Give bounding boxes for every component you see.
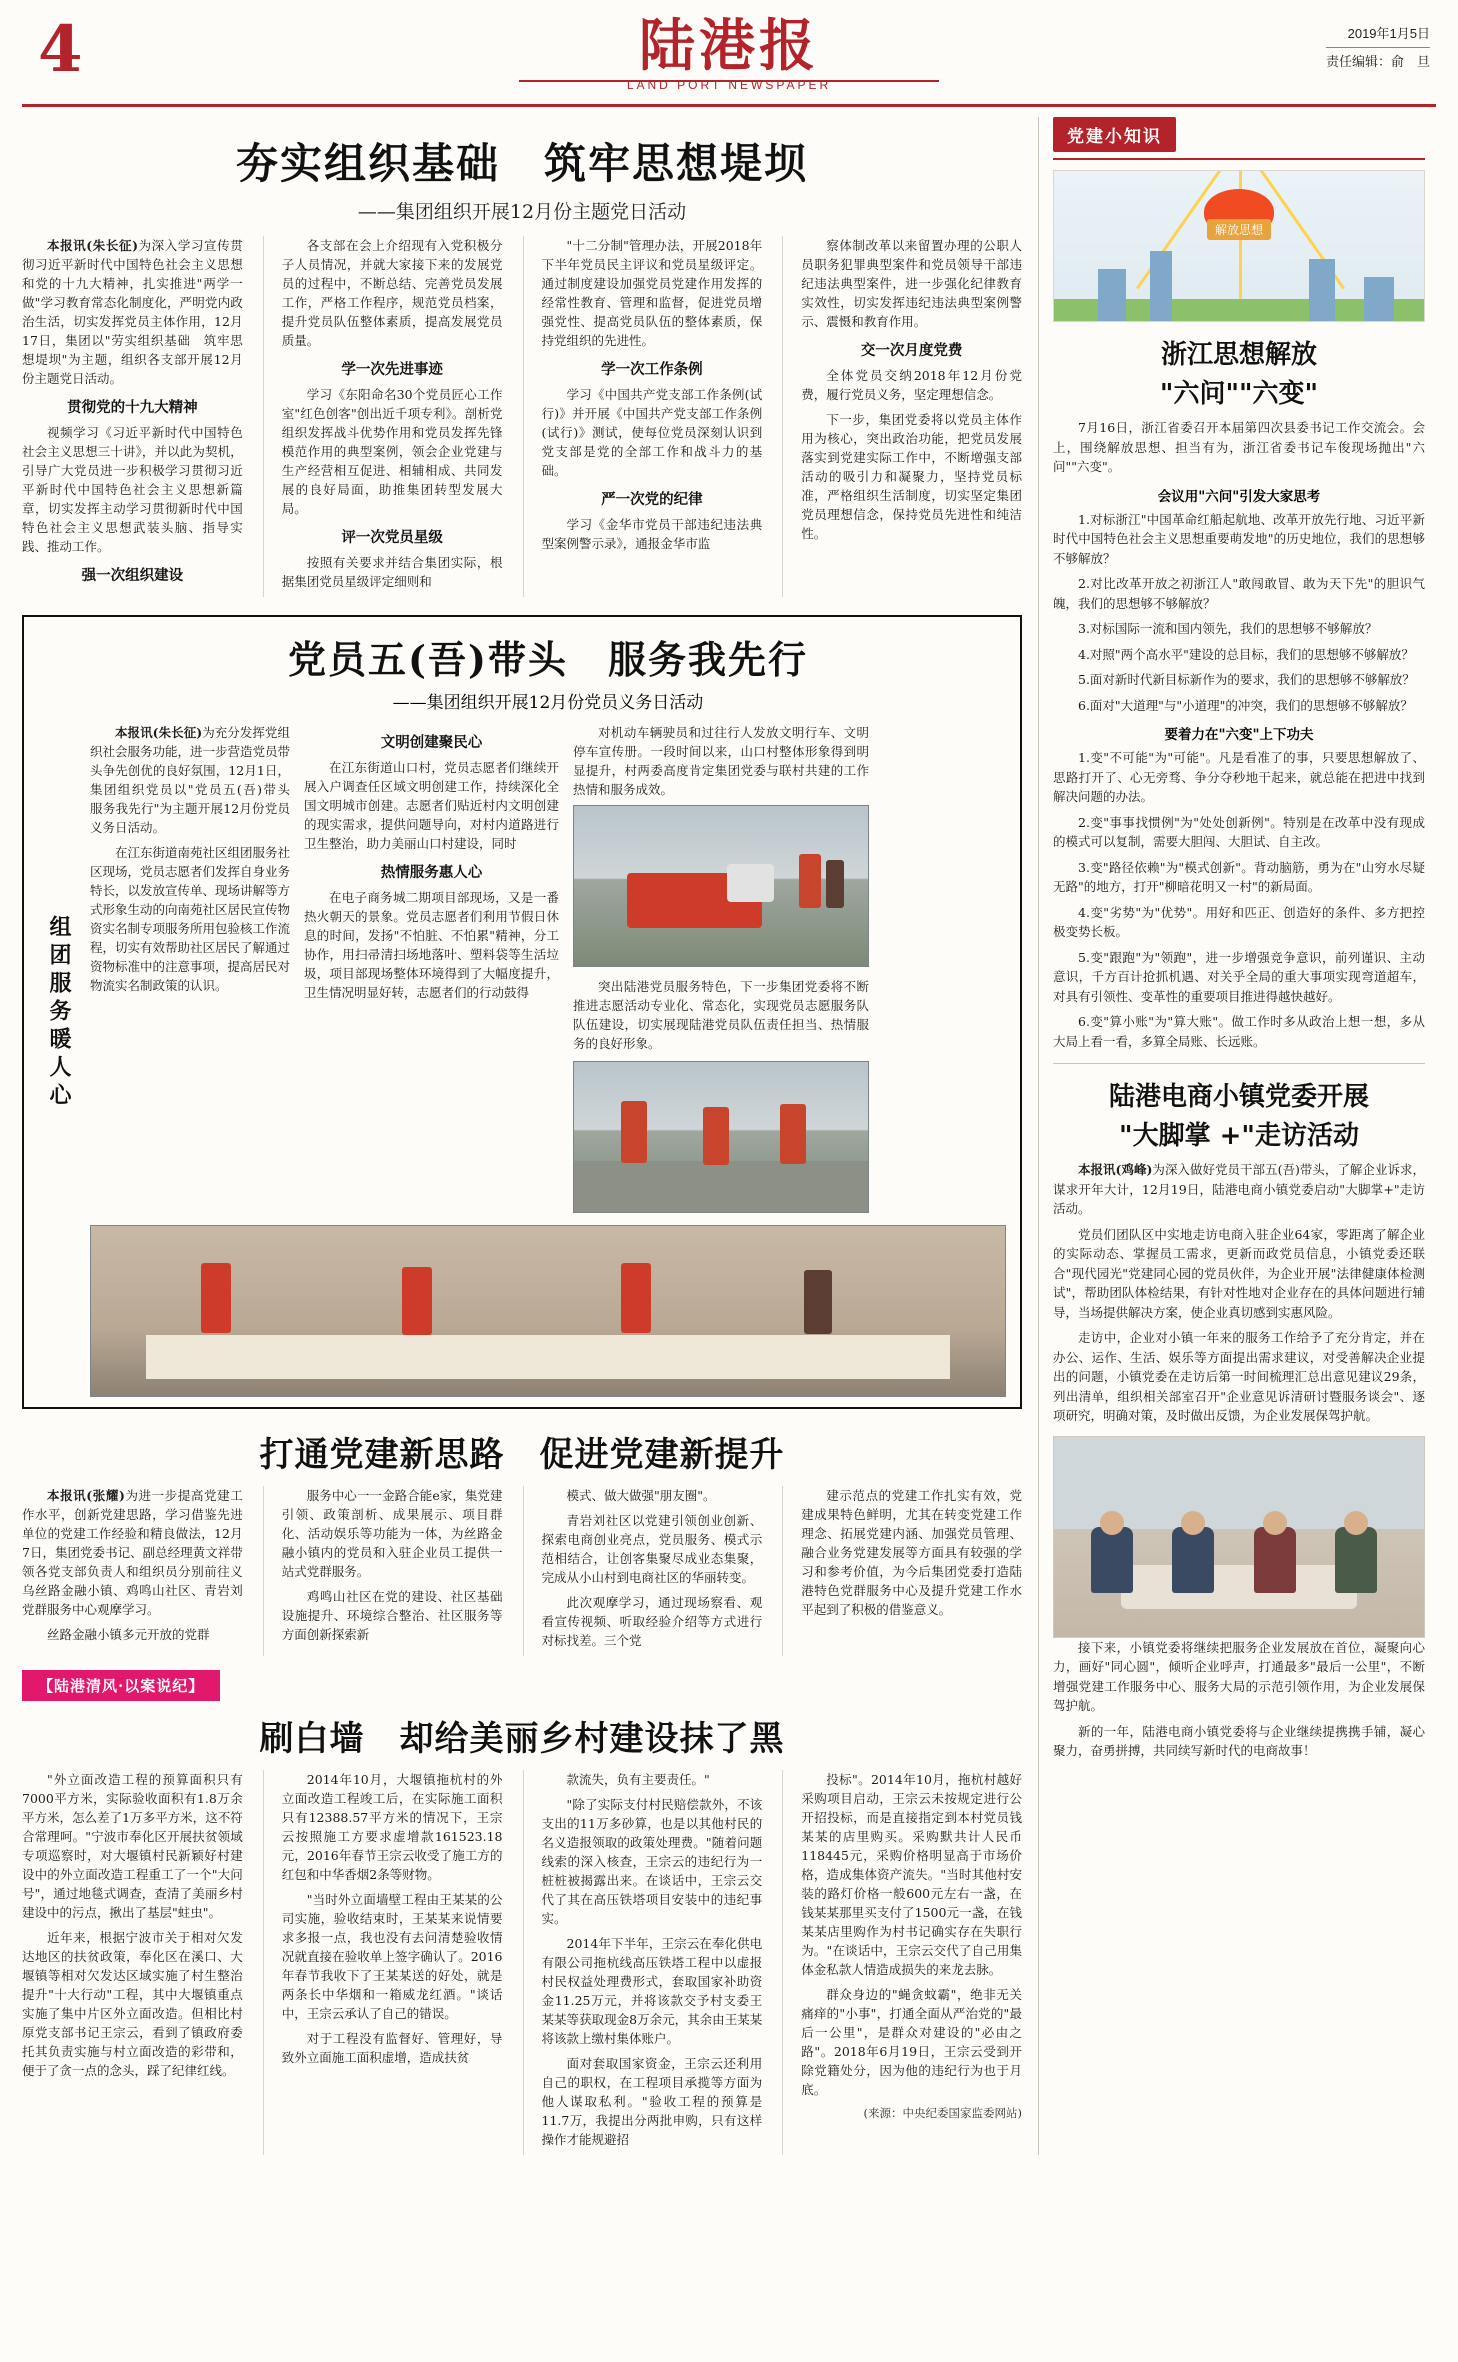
- sidebar-article2-title-line2: "大脚掌 +"走访活动: [1119, 1121, 1359, 1151]
- photo-village-truck: [573, 805, 869, 967]
- volunteer-figure-1: [621, 1101, 647, 1163]
- column-banner: 【陆港清风·以案说纪】: [22, 1670, 220, 1701]
- visit-person-3: [1254, 1527, 1296, 1593]
- article2-col2-p2: 在电子商务城二期项目部现场，又是一番热火朝天的景象。党员志愿者们利用节假日休息的时间，发扬"不怕脏、不怕累"精神，分工协作，用扫帚清扫场地落叶、塑料袋等生活垃圾，项目部现场整体环境得到了大幅度提升，卫生情况明显好转，志愿者们的行动鼓得: [304, 890, 559, 1000]
- article4-headline: 刷白墙 却给美丽乡村建设抹了黑: [259, 1719, 785, 1759]
- article2-col3-p2: 突出陆港党员服务特色，下一步集团党委将不断推进志愿活动专业化、常态化，实现党员志愿服务队队伍建设，切实展现陆港党员队伍责任担当、热情服务的良好形象。: [573, 979, 869, 1051]
- article3-col4-p1: 建示范点的党建工作扎实有效，党建成果特色鲜明，尤其在转变党建工作理念、拓展党建内涵、加强党员管理、融合业务党建发展等方面具有较强的学习和参考价值，为今后集团党委打造陆港特色党群服务中心及提升党建工作水平起到了积极的借鉴意义。: [801, 1488, 1022, 1617]
- article3-col1-p2: 丝路金融小镇多元开放的党群: [47, 1627, 210, 1642]
- newspaper-name-cn: 陆港报: [639, 13, 819, 79]
- article2-subhead: ——集团组织开展12月份党员义务日活动: [392, 693, 704, 713]
- article2-dateline: 本报讯(朱长征): [115, 725, 203, 740]
- article2-col3-p1: 对机动车辆驶员和过往行人发放文明行车、文明停车宣传册。一段时间以来，山口村整体形象得到明显提升，村两委高度肯定集团党委与联村共建的工作热情和服务成效。: [573, 725, 869, 797]
- article3-col3-p2: 青岩刘社区以党建引领创业创新、探索电商创业亮点，党员服务、模式示范相结合，让创客集聚尽成业态集聚，完成从小山村到电商社区的华丽转变。: [541, 1513, 763, 1585]
- person-head-2: [1181, 1511, 1205, 1535]
- truck-cab-shape: [727, 864, 774, 902]
- sidebar-divider: [1053, 1063, 1425, 1064]
- sidebar-article2-p2: 党员们团队区中实地走访电商入驻企业64家，零距离了解企业的实际动态、掌握员工需求，更新而政党员信息，小镇党委还联合"现代园光"党建同心园的党员伙伴，为企业开展"法律健康体检测试"，帮助团队体检结果，有针对性地对企业存在的具体问题进行辅导，当场提供解决方案，使企业真切感到实惠风险。: [1053, 1226, 1425, 1320]
- article3-col1-p1: 本报讯(张耀)为进一步提高党建工作水平，创新党建思路，学习借鉴先进单位的党建工作经验和精良做法，12月7日，集团党委书记、副总经理黄文祥带领各党支部负责人和组织员分别前往义乌丝路金融小镇、鸡鸣山社区、青岩刘党群服务中心观摩学习。: [22, 1488, 243, 1617]
- sidebar-article1-title-line1: 浙江思想解放: [1160, 340, 1317, 370]
- visit-person-1: [1091, 1527, 1133, 1593]
- responsible-editor: 责任编辑：俞 旦: [1325, 54, 1430, 69]
- article1-col4-p3: 下一步，集团党委将以党员主体作用为核心，突出政治功能，把党员发展落实到党建实际工作中，不断增强支部活动的吸引力和凝聚力，坚持党员标准，严格组织生活制度，切实坚定集团党员理想信念，保持党员先进性和纯洁性。: [801, 412, 1022, 541]
- issue-date: 2019年1月5日: [1326, 24, 1430, 48]
- article1-col2-p3: 按照有关要求并结合集团实际，根据集团党员星级评定细则和: [281, 555, 503, 589]
- article1-col2-p1: 各支部在会上介绍现有入党积极分子人员情况，并就大家接下来的发展党员的过程中，不断总结、完善党员发展工作，严格工作程序，规范党员档案，提升党员队伍整体素质，提高发展党员质量。: [281, 238, 503, 348]
- sidebar-article2-title-line1: 陆港电商小镇党委开展: [1108, 1082, 1369, 1112]
- resident-figure: [804, 1270, 832, 1334]
- article1-col3-p1: "十二分制"管理办法，开展2018年下半年党员民主评议和党员星级评定。通过制度建设加强党员党建作用发挥的经常性教育、管理和监督，促进党员增强党性、提高党员队伍的整体素质，保持党组织的先进性。: [541, 238, 763, 348]
- building-3: [1309, 259, 1335, 321]
- article1-col2-p2: 学习《东阳命名30个党员匠心工作室"红色创客"创出近千项专利》。剖析党组织发挥战斗优势作用和党员发挥先锋模范作用的典型案例，领会企业党建与生产经营相互促进、相辅相成、共同发展的良好局面，助推集团转型发展大局。: [281, 387, 503, 516]
- sidebar-article1-p13: 6.变"算小账"为"算大账"。做工作时多从政治上想一想，多从大局上看一看，多算全局账、长远账。: [1053, 1014, 1425, 1049]
- article2-col1-p1: 本报讯(朱长征)为充分发挥党组织社会服务功能，进一步营造党员带头争先创优的良好氛围，12月1日，集团组织党员以"党员五(吾)带头 服务我先行"为主题开展12月份党员义务日活动。: [90, 725, 303, 835]
- illustration-ribbon-label: 解放思想: [1207, 219, 1271, 240]
- article4-col2-p3: 对于工程没有监督好、管理好，导致外立面施工面积虚增，造成扶贫: [281, 2031, 503, 2065]
- article2-headline: 党员五(吾)带头 服务我先行: [288, 637, 808, 682]
- person-head-4: [1344, 1511, 1368, 1535]
- photo-community-service-desk: [90, 1225, 1006, 1397]
- staff-figure-3: [621, 1263, 651, 1333]
- article2-col1-p2: 在江东街道南苑社区组团服务社区现场，党员志愿者们发挥自身业务特长，以发放宣传单、现场讲解等方式形象生动的向南苑社区居民宣传物资实名制专项服务所用包验核工作流程，切实有效帮助社区居民了解通过资物标准中的注意事项，提高居民对物流实名制政策的认识。: [90, 845, 291, 993]
- sidebar-article1-p10: 3.变"路径依赖"为"模式创新"。背动脑筋，勇为在"山穷水尽疑无路"的地方，打开"柳暗花明又一村"的新局面。: [1053, 859, 1425, 894]
- article4-col2-p2: "当时外立面墙壁工程由王某某的公司实施，验收结束时，王某某来说情要求多报一点，我也没有去问清楚验收情况就直接在验收单上签字确认了。2016年春节我收下了王某某送的好处，就是两条长中华烟和一箱威龙红酒。"谈话中，王宗云承认了自己的错误。: [281, 1892, 503, 2021]
- article1-col4-p2: 全体党员交纳2018年12月份党费，履行党员义务，坚定理想信念。: [801, 368, 1022, 402]
- sidebar-article2-p3: 走访中，企业对小镇一年来的服务工作给予了充分肯定，并在办公、运作、生活、娱乐等方面提出需求建议，对受善解决企业提出的问题，小镇党委在走访后第一时间梳理汇总出意见建议29条，列出清单，组织相关部室召开"企业意见诉清研讨暨服务谈会"、逐项研究，明确对策，及时做出反馈，为企业发展保驾护航。: [1053, 1330, 1425, 1423]
- article4-col4-p2: 群众身边的"蝇贪蚊霸"，绝非无关痛痒的"小事"，打通全面从严治党的"最后一公里"，是群众对建设的"必由之路"。2018年6月19日，王宗云受到开除党籍处分，因为他的违纪行为也于月底。: [801, 1987, 1022, 2097]
- article3-col3-p3: 此次观摩学习，通过现场察看、观看宣传视频、听取经验介绍等方式进行对标找差。三个党: [541, 1595, 763, 1648]
- sidebar-article1-sub-h2: 要着力在"六变"上下功夫: [1164, 727, 1314, 743]
- road-shape: [574, 1161, 868, 1212]
- masthead: [22, 14, 1436, 107]
- photo-volunteer-cleaning: [573, 1061, 869, 1213]
- article3-headline: 打通党建新思路 促进党建新提升: [259, 1435, 785, 1475]
- article4-col4-p1: 投标"。2014年10月，拖杭村越好采购项目启动，王宗云未按规定进行公开招投标，而是直接指定到本村党员钱某某的店里购买。采购默共计人民币118445元，采购价格明显高于市场价格，造成集体资产流失。"当时其他村安装的路灯价格一般600元左右一盏，在钱某某那里买支付了1500元一盏，在钱某某店里购作为村书记确实存在失职行为。"在谈话中，王宗云交代了自己用集体金私款人情造成损失的来龙去脉。: [801, 1772, 1022, 1977]
- article4-col3-p1: 款流失，负有主要责任。": [566, 1772, 710, 1787]
- article4-col3-p4: 面对套取国家资金，王宗云还利用自己的职权，在工程项目承揽等方面为他人谋取私利。"验收工程的预算是11.7万，我提出分两批申购，只有这样操作才能规避招: [541, 2056, 763, 2147]
- volunteer-figure-2: [703, 1107, 729, 1165]
- sidebar-article1-p8: 1.变"不可能"为"可能"。凡是看准了的事，只要思想解放了、思路打开了、心无旁骛、争分夺秒地干起来，就总能在把进中找到解决问题的办法。: [1053, 750, 1425, 804]
- article3-dateline: 本报讯(张耀): [47, 1488, 125, 1503]
- volunteer-figure-3: [780, 1104, 806, 1164]
- article1-col1-p1: 本报讯(朱长征)为深入学习宣传贯彻习近平新时代中国特色社会主义思想和党的十九大精神，扎实推进"两学一做"学习教育常态化制度化，严明党内政治生活，切实发挥党员主体作用，12月17日，集团以"劳实组织基础 筑牢思想堤坝"为主题，组织各支部开展12月份主题党日活动。: [22, 238, 243, 386]
- article1-headline: 夯实组织基础 筑牢思想堤坝: [235, 139, 808, 188]
- illustration-liberate-thinking: [1053, 170, 1425, 322]
- sidebar-article2-p5: 新的一年，陆港电商小镇党委将与企业继续提携携手铺，凝心聚力，奋勇拼搏，共同续写新时代的电商故事！: [1053, 1723, 1425, 1758]
- sidebar-section-tag: 党建小知识: [1053, 117, 1176, 152]
- photo-enterprise-visit: [1053, 1436, 1425, 1638]
- villager-figure: [826, 860, 844, 908]
- article-organization-foundation: [22, 131, 1022, 597]
- visit-person-4: [1335, 1527, 1377, 1593]
- article1-col4-p1: 察体制改革以来留置办理的公职人员职务犯罪典型案件和党员领导干部违纪违法典型案件，进一步强化纪律教育实效性，切实发挥违纪违法典型案例警示、震慑和教育作用。: [801, 238, 1022, 329]
- article3-col3-p1: 模式、做大做强"朋友圈"。: [566, 1488, 716, 1503]
- masthead-info: [1326, 24, 1430, 72]
- article2-sub-h1: 文明创建聚民心: [380, 734, 483, 751]
- sidebar-article2-p1: 本报讯(鸡峰)为深入做好党员干部五(吾)带头，了解企业诉求，谋求开年大计，12月19日，陆港电商小镇党委启动"大脚掌+"走访活动。: [1053, 1162, 1425, 1216]
- sidebar-article1-p7: 6.面对"大道理"与"小道理"的冲突，我们的思想够不够解放？: [1078, 697, 1413, 713]
- service-table: [146, 1335, 950, 1379]
- page-number: 4: [38, 12, 83, 87]
- article-party-building-ideas: [22, 1427, 1022, 1656]
- masthead-title: [519, 13, 939, 92]
- person-head-1: [1100, 1511, 1124, 1535]
- article2-sub-h2: 热情服务惠人心: [380, 864, 483, 881]
- sidebar-article-big-foot-visit: [1053, 1076, 1425, 1761]
- sidebar-article1-p1: 7月16日，浙江省委召开本届第四次县委书记工作交流会。会上，围绕解放思想、担当有为，浙江省委书记车俊现场抛出"六问""六变"。: [1053, 420, 1425, 474]
- visit-person-2: [1172, 1527, 1214, 1593]
- sidebar-tag-wrap: [1053, 117, 1425, 160]
- article1-sub-h1: 贯彻党的十九大精神: [67, 399, 198, 416]
- sidebar-article1-p5: 4.对照"两个高水平"建设的总目标，我们的思想够不够解放？: [1078, 646, 1414, 662]
- article4-col1-p2: 近年来，根据宁波市关于相对欠发达地区的扶贫政策，奉化区在溪口、大堰镇等相对欠发达区域实施了村生整治提升"十大行动"工程，其中大堰镇重点实施了集中片区外立面改造。但相比村原党支部书记王宗云，看到了镇政府委托其负责实施与村立面改造的彩带和，便于了贪一点的念头，踩了纪律红线。: [22, 1930, 243, 2078]
- article1-sub-h2: 强一次组织建设: [81, 567, 184, 584]
- building-1: [1098, 269, 1126, 321]
- article4-col2-p1: 2014年10月，大堰镇拖杭村的外立面改造工程竣工后，在实际施工面积只有12388.57平方米的情况下，王宗云按照施工方要求虚增款161523.18元，2016年春节王宗云收受了施工方的红包和中华香烟2条等财物。: [281, 1772, 503, 1882]
- sidebar-article1-p4: 3.对标国际一流和国内领先，我们的思想够不够解放？: [1078, 621, 1378, 636]
- newspaper-name-en: LAND PORT NEWSPAPER: [626, 78, 832, 92]
- article1-sub-h6: 严一次党的纪律: [601, 491, 703, 508]
- article3-col2-p2: 鸡鸣山社区在党的建设、社区基础设施提升、环境综合整治、社区服务等方面创新探索新: [281, 1589, 503, 1642]
- volunteer-figure: [799, 854, 821, 908]
- person-head-3: [1263, 1511, 1287, 1535]
- article3-col2-p1: 服务中心一一金路合能e家，集党建引领、政策剖析、成果展示、项目群化、活动娱乐等功能为一体，为丝路金融小镇内的党员和入驻企业员工提供一站式党群服务。: [281, 1488, 503, 1579]
- staff-figure-2: [402, 1267, 432, 1335]
- article4-source: (来源：中央纪委国家监委网站): [863, 2106, 1022, 2120]
- building-2: [1150, 251, 1172, 321]
- article-discipline-case: [22, 1656, 1022, 2155]
- article2-col2-p1: 在江东街道山口村，党员志愿者们继续开展入户调查任区域文明创建工作，持续深化全国文明城市创建。志愿者们贴近村内文明创建的现实需求，提供问题导向，对村内道路进行卫生整治，助力美丽山口村建设，同时: [304, 760, 559, 851]
- sidebar-article1-p6: 5.面对新时代新目标新作为的要求，我们的思想够不够解放？: [1078, 672, 1415, 687]
- article1-subhead: ——集团组织开展12月份主题党日活动: [357, 201, 687, 223]
- main-content: [22, 117, 1022, 2155]
- article4-col1-p1: "外立面改造工程的预算面积只有7000平方米，实际验收面积有1.8万余平方米，怎么差了1万多平方米，这不符合常理呵。"宁波市奉化区开展扶贫领域专项巡察时，对大堰镇村民新颖好村建设中的外立面改造工程重工了一个"大问号"，通过地毯式调查，查清了美丽乡村建设中的污点，揪出了基层"蛀虫"。: [22, 1772, 243, 1920]
- sidebar-article1-p9: 2.变"事事找惯例"为"处处创新例"。特别是在改革中没有现成的模式可以复制，需要大胆闯、大胆试、自主改。: [1053, 814, 1425, 849]
- article4-col3-p3: 2014年下半年，王宗云在奉化供电有限公司拖杭线高压铁塔工程中以虚报村民权益处理费形式，套取国家补助资金11.25万元，并将该款交予村支委王某某等获取现金8万余元，其余由王某某将该款上缴村集体账户。: [541, 1936, 763, 2046]
- sidebar-article-six-questions: [1053, 334, 1425, 1051]
- article1-col3-p2: 学习《中国共产党支部工作条例(试行)》并开展《中国共产党支部工作条例(试行)》测试，使每位党员深刻认识到党支部是党的全部工作和战斗力的基础。: [541, 387, 763, 478]
- sidebar-article1-p3: 2.对比改革开放之初浙江人"敢闯敢冒、敢为天下先"的胆识气魄，我们的思想够不够解放？: [1053, 576, 1425, 611]
- article1-col3-p3: 学习《金华市党员干部违纪违法典型案例警示录》，通报金华市监: [541, 517, 763, 551]
- building-4: [1364, 277, 1394, 321]
- article4-col3-p2: "除了实际支付村民赔偿款外，不该支出的11万多砂算，也是以其他村民的名义造报领取的政策处理费。"随着问题线索的深入核查，王宗云的违纪行为一桩桩被揭露出来。在谈话中，王宗云交代了其在高压铁塔项目安装中的违纪事实。: [541, 1797, 763, 1926]
- article1-sub-h3: 学一次先进事迹: [341, 361, 443, 378]
- article-party-member-service: [22, 615, 1022, 1409]
- sidebar-article1-title-line2: "六问""六变": [1159, 379, 1319, 409]
- article1-dateline: 本报讯(朱长征): [47, 238, 138, 253]
- article1-col1-p2: 视频学习《习近平新时代中国特色社会主义思想三十讲》，并以此为契机，引导广大党员进一步积极学习贯彻习近平新时代中国特色社会主义思想新篇章，切实发挥主动学习贯彻新时代中国特色社会主义思想武装头脑、指导实践、推动工作。: [22, 425, 243, 554]
- sidebar: [1038, 117, 1425, 2155]
- sidebar-article1-p2: 1.对标浙江"中国革命红船起航地、改革开放先行地、习近平新时代中国特色社会主义思想重要萌发地"的历史地位，我们的思想够不够解放？: [1053, 511, 1425, 566]
- sidebar-article2-dateline: 本报讯(鸡峰): [1078, 1162, 1153, 1177]
- photo-table: [1121, 1565, 1358, 1609]
- sidebar-article1-p11: 4.变"劣势"为"优势"。用好和匹正、创造好的条件、多方把控极变势长板。: [1053, 904, 1425, 939]
- sidebar-article2-p4: 接下来，小镇党委将继续把服务企业发展放在首位，凝聚向心力，画好"同心圆"，倾听企业呼声，打通最多"最后一公里"，不断增强党建工作服务中心、服务大局的示范引领作用，为企业发展保驾护航。: [1053, 1639, 1425, 1713]
- article1-sub-h4: 评一次党员星级: [341, 529, 443, 546]
- sidebar-article1-sub-h1: 会议用"六问"引发大家思考: [1157, 488, 1321, 505]
- article1-sub-h7: 交一次月度党费: [860, 342, 963, 359]
- sidebar-article1-p12: 5.变"跟跑"为"领跑"，进一步增强竞争意识，前列谨识、主动意识，千方百计抢抓机遇、对关乎全局的重大事项实现弯道超车，对具有引领性、变革性的重要项目推进得越快越好。: [1053, 949, 1425, 1004]
- staff-figure-1: [201, 1263, 231, 1333]
- article1-sub-h5: 学一次工作条例: [601, 361, 703, 378]
- article2-side-title: 组团服务暖人心: [46, 915, 72, 1111]
